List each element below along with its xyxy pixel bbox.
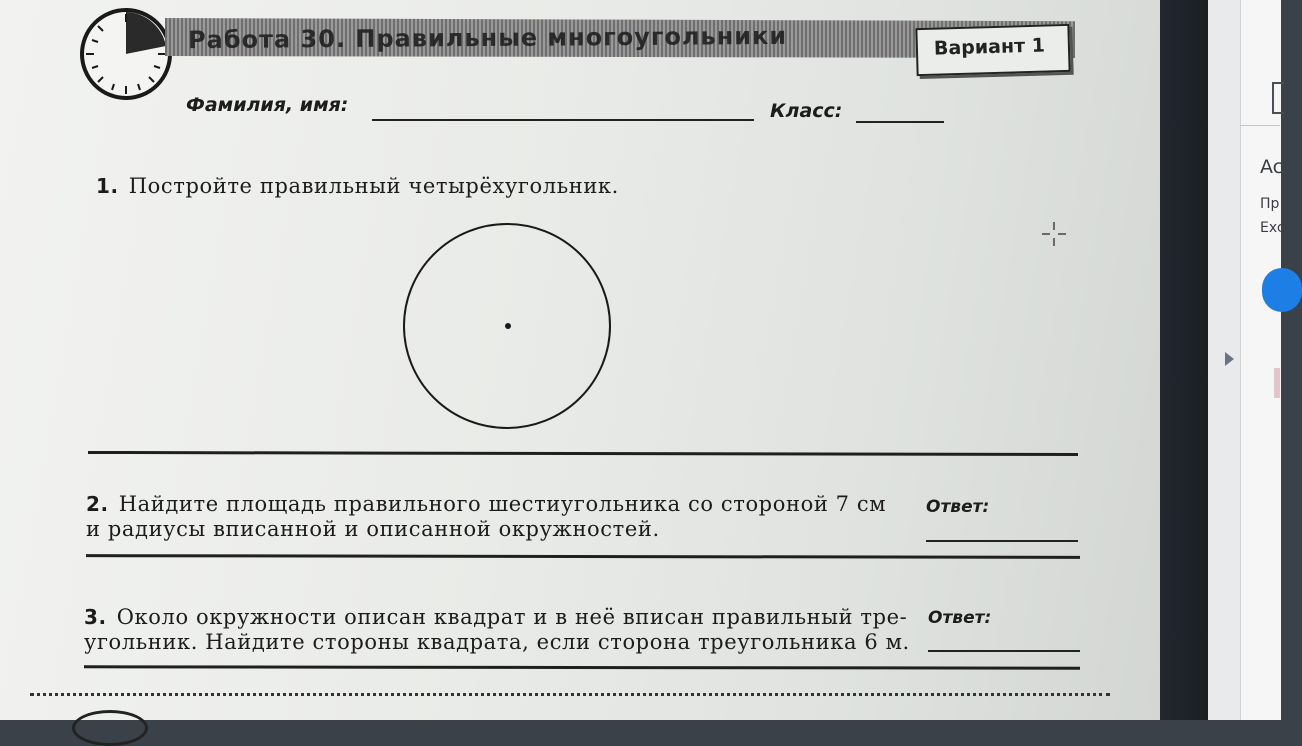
divider-line: [86, 554, 1080, 559]
question-3-answer-label: Ответ:: [928, 608, 992, 628]
clock-icon: [72, 710, 148, 746]
side-panel-heading: Ac: [1260, 156, 1284, 178]
side-panel: [1208, 0, 1280, 720]
side-panel-blue-button[interactable]: [1262, 268, 1302, 312]
question-3-line-1: [84, 605, 907, 629]
question-3-text-1: Около окружности описан квадрат и в неё вписан правильный тре-: [116, 605, 908, 629]
panel-divider: [1240, 125, 1280, 126]
class-label: Класс:: [770, 100, 843, 122]
question-2-answer-line: [926, 540, 1078, 542]
class-field-line: [856, 121, 944, 123]
name-label: Фамилия, имя:: [186, 94, 349, 116]
side-panel-line-2: Exc: [1260, 220, 1285, 236]
divider-line: [84, 665, 1080, 669]
question-3-text-2: угольник. Найдите стороны квадрата, если сторона треугольника 6 м.: [84, 630, 910, 654]
side-panel-line-1: Пр: [1260, 196, 1280, 212]
screen-bezel: [1160, 0, 1208, 720]
variant-box: [915, 24, 1070, 76]
name-field-line: [372, 119, 754, 121]
divider-line: [88, 451, 1078, 456]
worksheet-title: Работа 30. Правильные многоугольники: [187, 21, 788, 55]
circle-figure: [400, 220, 615, 435]
cut-line: [30, 693, 1110, 696]
panel-box-icon: [1272, 82, 1284, 114]
question-1-text: Постройте правильный четырёхугольник.: [128, 174, 619, 198]
question-2-number: 2.: [86, 492, 109, 516]
question-2-text-2: и радиусы вписанной и описанной окружностей.: [86, 517, 660, 541]
question-2-text-1: Найдите площадь правильного шестиугольника со стороной 7 см: [118, 492, 887, 516]
question-1-number: 1.: [96, 174, 119, 198]
panel-accent: [1274, 368, 1280, 398]
crosshair-cursor-icon: [1040, 220, 1068, 248]
clock-icon: [78, 6, 174, 102]
question-3-answer-line: [928, 650, 1080, 652]
question-1: [96, 174, 619, 198]
question-2-answer-label: Ответ:: [926, 497, 990, 517]
expand-arrow-icon[interactable]: [1225, 352, 1234, 366]
question-3-number: 3.: [84, 605, 107, 629]
question-2-line-1: [86, 492, 886, 516]
variant-label: Вариант 1: [933, 34, 1046, 60]
